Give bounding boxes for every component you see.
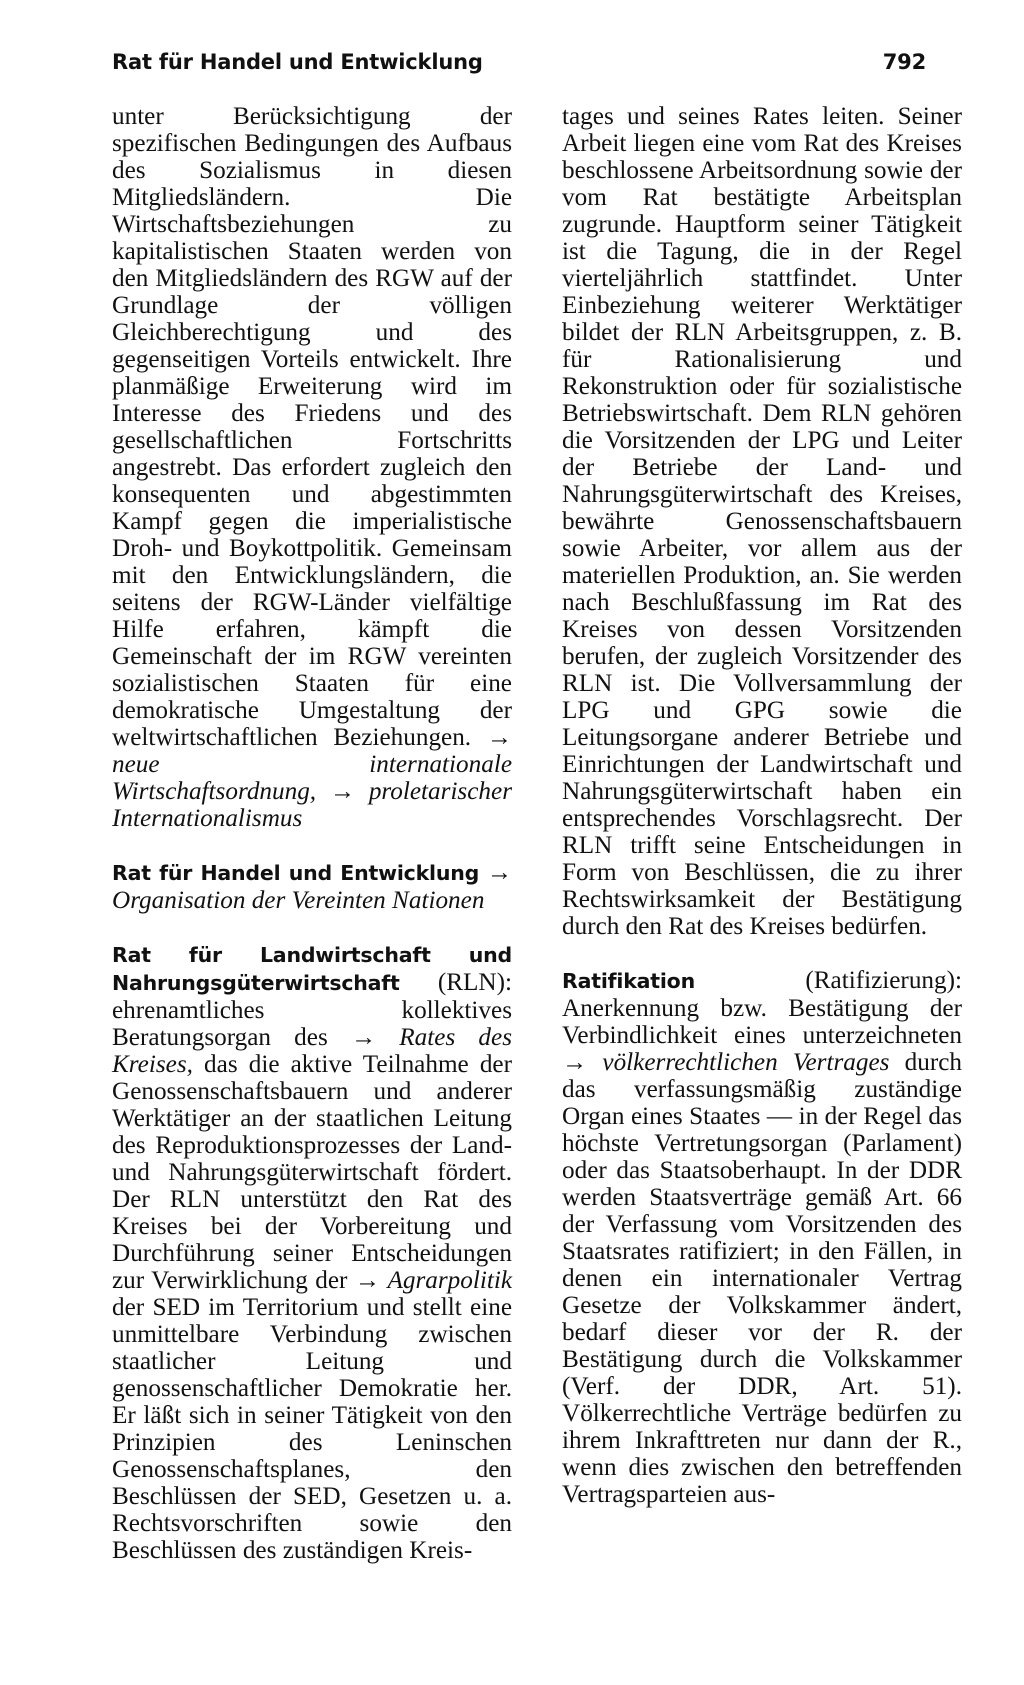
entry-rat-fuer-handel — [112, 859, 512, 914]
entry-ratifikation — [562, 967, 962, 1508]
entry-headword: Ratifikation — [562, 969, 695, 993]
cross-reference-arrow-icon: → — [562, 1049, 588, 1076]
entry-text: das die aktive Teilnahme der Genossenschaftsbauern und anderer Werktätiger an der staatlichen Leitung des Reproduktionsprozesses der Land- und Nahrungsgüterwirtschaft fördert. Der RLN unterstützt den Rat des Kreises bei der Vorbereitung und Durchführung seiner Entscheidungen zur Verwirklichung der — [112, 1051, 512, 1294]
entry-headword: Rat für Handel und Entwicklung — [112, 861, 480, 885]
entry-text: der SED im Territorium und stellt eine unmittelbare Verbindung zwischen staatlicher Leitung und genossenschaftlicher Demokratie her. Er läßt sich in seiner Tätigkeit von den Prinzipien des Leninschen Genossenschaftsplanes, den Beschlüssen der SED, Gesetzen u. a. Rechtsvorschriften sowie den Beschlüssen des zuständigen Kreis- — [112, 1294, 512, 1564]
cross-reference-link[interactable]: Rates des Kreises, — [112, 1024, 512, 1078]
cross-reference-link[interactable]: völkerrechtlichen Vertrages — [602, 1049, 890, 1076]
cross-reference-arrow-icon: → — [486, 859, 513, 886]
entry-text: (Ratifizierung): Anerkennung bzw. Bestätigung der Verbindlichkeit eines unterzeichneten — [562, 967, 962, 1049]
entry-text: durch das verfassungsmäßig zuständige Organ eines Staates — in der Regel das höchste Vertretungsorgan (Parlament) oder das Staatsoberhaupt. In der DDR werden Staatsverträge gemäß Art. 66 der Verfassung vom Vorsitzenden des Staatsrates ratifiziert; in den Fällen, in denen ein internationaler Vertrag Gesetze der Volkskammer ändert, bedarf dieser vor der R. der Bestätigung durch die Volkskammer (Verf. der DDR, Art. 51). Völkerrechtliche Verträge bedürfen zu ihrem Inkrafttreten nur dann der R., wenn dies zwischen den betreffenden Vertragsparteien aus- — [562, 1049, 962, 1508]
cross-reference-arrow-icon: → — [329, 778, 356, 805]
cross-reference-arrow-icon: → — [350, 1024, 377, 1051]
left-column — [112, 103, 512, 1564]
page-number: 792 — [882, 50, 926, 74]
entry-text: tages und seines Rates leiten. Seiner Arbeit liegen eine vom Rat des Kreises beschlossene Arbeitsordnung sowie der vom Rat bestätigte Arbeitsplan zugrunde. Hauptform seiner Tätigkeit ist die Tagung, die in der Regel vierteljährlich stattfindet. Unter Einbeziehung weiterer Werktätiger bildet der RLN Arbeitsgruppen, z. B. für Rationalisierung und Rekonstruktion oder für sozialistische Betriebswirtschaft. Dem RLN gehören die Vorsitzenden der LPG und Leiter der Betriebe der Land- und Nahrungsgüterwirtschaft des Kreises, bewährte Genossenschaftsbauern sowie Arbeiter, vor allem aus der materiellen Produktion, an. Sie werden nach Beschlußfassung im Rat des Kreises von dessen Vorsitzenden berufen, der zugleich Vorsitzender des RLN ist. Die Vollversammlung der LPG und GPG sowie die Leitungsorgane anderer Betriebe und Einrichtungen der Landwirtschaft und Nahrungsgüterwirtschaft haben ein entsprechendes Vorschlagsrecht. Der RLN trifft seine Entscheidungen in Form von Beschlüssen, die zu ihrer Rechtswirksamkeit der Bestätigung durch den Rat des Kreises bedürfen. — [562, 103, 962, 940]
cross-reference-link[interactable]: Agrarpolitik — [387, 1267, 513, 1294]
running-head — [112, 50, 926, 80]
right-column — [562, 103, 962, 1508]
entry-headword: Rat für Landwirtschaft und Nahrungsgüterwirtschaft — [112, 943, 512, 995]
entry-text: unter Berücksichtigung der spezifischen Bedingungen des Aufbaus des Sozialismus in diesen Mitgliedsländern. Die Wirtschaftsbeziehungen zu kapitalistischen Staaten werden von den Mitgliedsländern des RGW auf der Grundlage der völligen Gleichberechtigung und des gegenseitigen Vorteils entwickelt. Ihre planmäßige Erweiterung wird im Interesse des Friedens und des gesellschaftlichen Fortschritts angestrebt. Das erfordert zugleich den konsequenten und abgestimmten Kampf gegen die imperialistische Droh- und Boykottpolitik. Gemeinsam mit den Entwicklungsländern, die seitens der RGW-Länder vielfältige Hilfe erfahren, kämpft die Gemeinschaft der im RGW vereinten sozialistischen Staaten für eine demokratische Umgestaltung der weltwirtschaftlichen Beziehungen. — [112, 103, 512, 751]
entry-rgw-continuation — [112, 103, 512, 832]
cross-reference-link[interactable]: neue internationale Wirtschaftsordnung, — [112, 751, 512, 805]
entry-rln-continuation — [562, 103, 962, 940]
running-title: Rat für Handel und Entwicklung — [112, 50, 483, 74]
cross-reference-link[interactable]: Organisation der Vereinten Nationen — [112, 887, 485, 914]
entry-rln — [112, 941, 512, 1564]
cross-reference-arrow-icon: → — [354, 1267, 381, 1294]
cross-reference-arrow-icon: → — [486, 724, 512, 751]
cross-reference-link[interactable]: proletarischer Internationalismus — [112, 778, 512, 832]
entry-text: (RLN): ehrenamtliches kollektives Beratungsorgan des — [112, 969, 512, 1051]
